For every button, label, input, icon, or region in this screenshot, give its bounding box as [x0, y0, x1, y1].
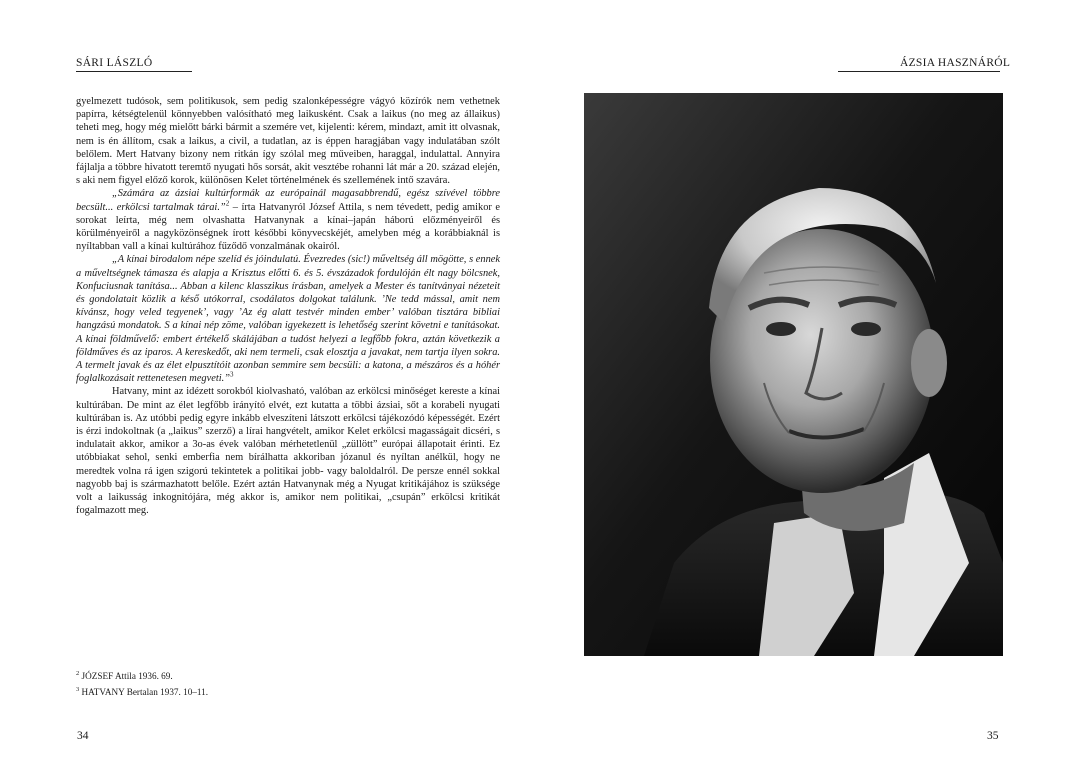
header-rule-left: [76, 71, 192, 72]
paragraph-1: gyelmezett tudósok, sem politikusok, sem pedig szalonképességre vágyó közírók nem vethetnek papírra, kétségtelenül könnyebben valósítható meg laikusként. Csak a laikus (no meg az állaikus) teheti meg, hogy még mielőtt bárki bármit a szemére vet, kijelenti: kérem, mindazt, amit itt olvasnak, nem is én állítom, csak a laikus, a civil, a tudatlan, az is éppen haragjában vagy indulatában szólt belőlem. Mert Hatvany bizony nem ritkán így szólal meg műveiben, haraggal, indulattal. Annyira fájlalja a többre hivatott teremtő nyugati hős sorsát, akit vesztébe rohanni lát már a 20. század elején, s aki nem figyel előző korok, különösen Kelet történelmének és szellemének intő szavára.: [76, 96, 500, 187]
running-head-right: ÁZSIA HASZNÁRÓL: [900, 57, 1011, 69]
header-rule-right: [838, 71, 1000, 72]
running-head-left: SÁRI LÁSZLÓ: [76, 57, 153, 69]
page-number-left: 34: [77, 730, 89, 742]
footnote-ref-2: 2: [225, 199, 230, 208]
footnote-2: [76, 667, 500, 683]
portrait-photo: [584, 93, 1003, 656]
block-quotation-china: [76, 253, 500, 385]
quotation-china-text: „A kínai birodalom népe szelíd és jóindulatú. Évezredes (sic!) műveltség áll mögötte, s ennek a műveltségnek támasza és alapja a Krisztus előtti 6. és 5. évszázadok fordulóján élt nagy bölcsnek, Konfuciusnak tanítása... Abban a kilenc klasszikus írásban, amelyek a Mester és tanítványai nézeteit és gondolatait közlik a késő utókorral, csodálatos dolgokat találunk. ’Ne tedd mással, amit nem kívánsz, hogy veled tegyenek’, vagy ’Az ég alatt testvér minden ember’ valóban tisztára bibliai hangzású mondatok. S a kínai nép zöme, valóban igyekezett is lehetőség szerint követni e tanításokat. A kínai földművelő: embert értékelő skálájában a tudóst helyezi a legfőbb fokra, aztán következik a földműves és az iparos. A kereskedőt, aki nem termeli, csak elosztja a javakat, nem tartja ilyen sokra. A termelt javak és az élet elpusztítóit azonban semmire sem becsüli: a katona, a mészáros és a hóhér foglalkozásait rettenetesen megveti.”: [76, 254, 500, 385]
footnote-text: JÓZSEF Attila 1936. 69.: [81, 671, 173, 682]
paragraph-2: [76, 187, 500, 253]
body-text-column: [76, 95, 500, 518]
footnotes: [76, 667, 500, 699]
footnote-number: 3: [76, 686, 80, 694]
paragraph-2-text: – írta Hatvanyról József Attila, s nem tévedett, pedig amikor e sorokat leírta, még nem olvashatta Hatvanynak a kínai–japán háború előzményeiről és körülményeiről a nagyközönségnek írott későbbi könyvecskéjét, amelyben még a korábbiaknál is nyíltabban vall a kínai kultúrához fűződő vonzalmának okairól.: [76, 201, 500, 253]
page-number-right: 35: [987, 730, 999, 742]
portrait-illustration: [584, 93, 1003, 656]
footnote-number: 2: [76, 670, 80, 677]
footnote-3: [76, 683, 500, 699]
paragraph-4: Hatvany, mint az idézett sorokból kiolvasható, valóban az erkölcsi minőséget kereste a kínai kultúrában. De mint az élet legfőbb irányító elvét, ezt kutatta a többi ázsiai, sőt a korabeli nyugati kultúrában is. Az utóbbi pedig egyre inkább elveszíteni látszott erkölcsi tájékozódó képességét. Ezért is érzi indokoltnak (a „laikus” szerző) a lírai hangvételt, amikor Kelet erkölcsi magasságait dicséri, s indulatait akkor, amikor a 3o-as évek valóban mérhetetlenül „züllött” európai állapotait érinti. Ez utóbbiakat sehol, senki emberfia nem bírálhatta akkoriban józanul és nyíltan anélkül, hogy ne meredtek volna rá igen szigorú tekintetek a politikai jobb- vagy baloldalról. De persze ennél sokkal nagyobb baj is származhatott belőle. Ezért aztán Hatvanynak még a Nyugat kritikájához is szüksége volt a laikusság inkognitójára, még akkor is, amikor nem politikai, „csupán” erkölcsi kritikát fogalmazott meg.: [76, 386, 500, 517]
quotation-hatvany: „Számára az ázsiai kultúrformák az európainál magasabbrendű, egész szívével többre becsült... erkölcsi tartalmak tárai.”: [76, 188, 500, 213]
footnote-text: HATVANY Bertalan 1937. 10–11.: [81, 687, 209, 698]
footnote-ref-3: 3: [230, 370, 234, 379]
